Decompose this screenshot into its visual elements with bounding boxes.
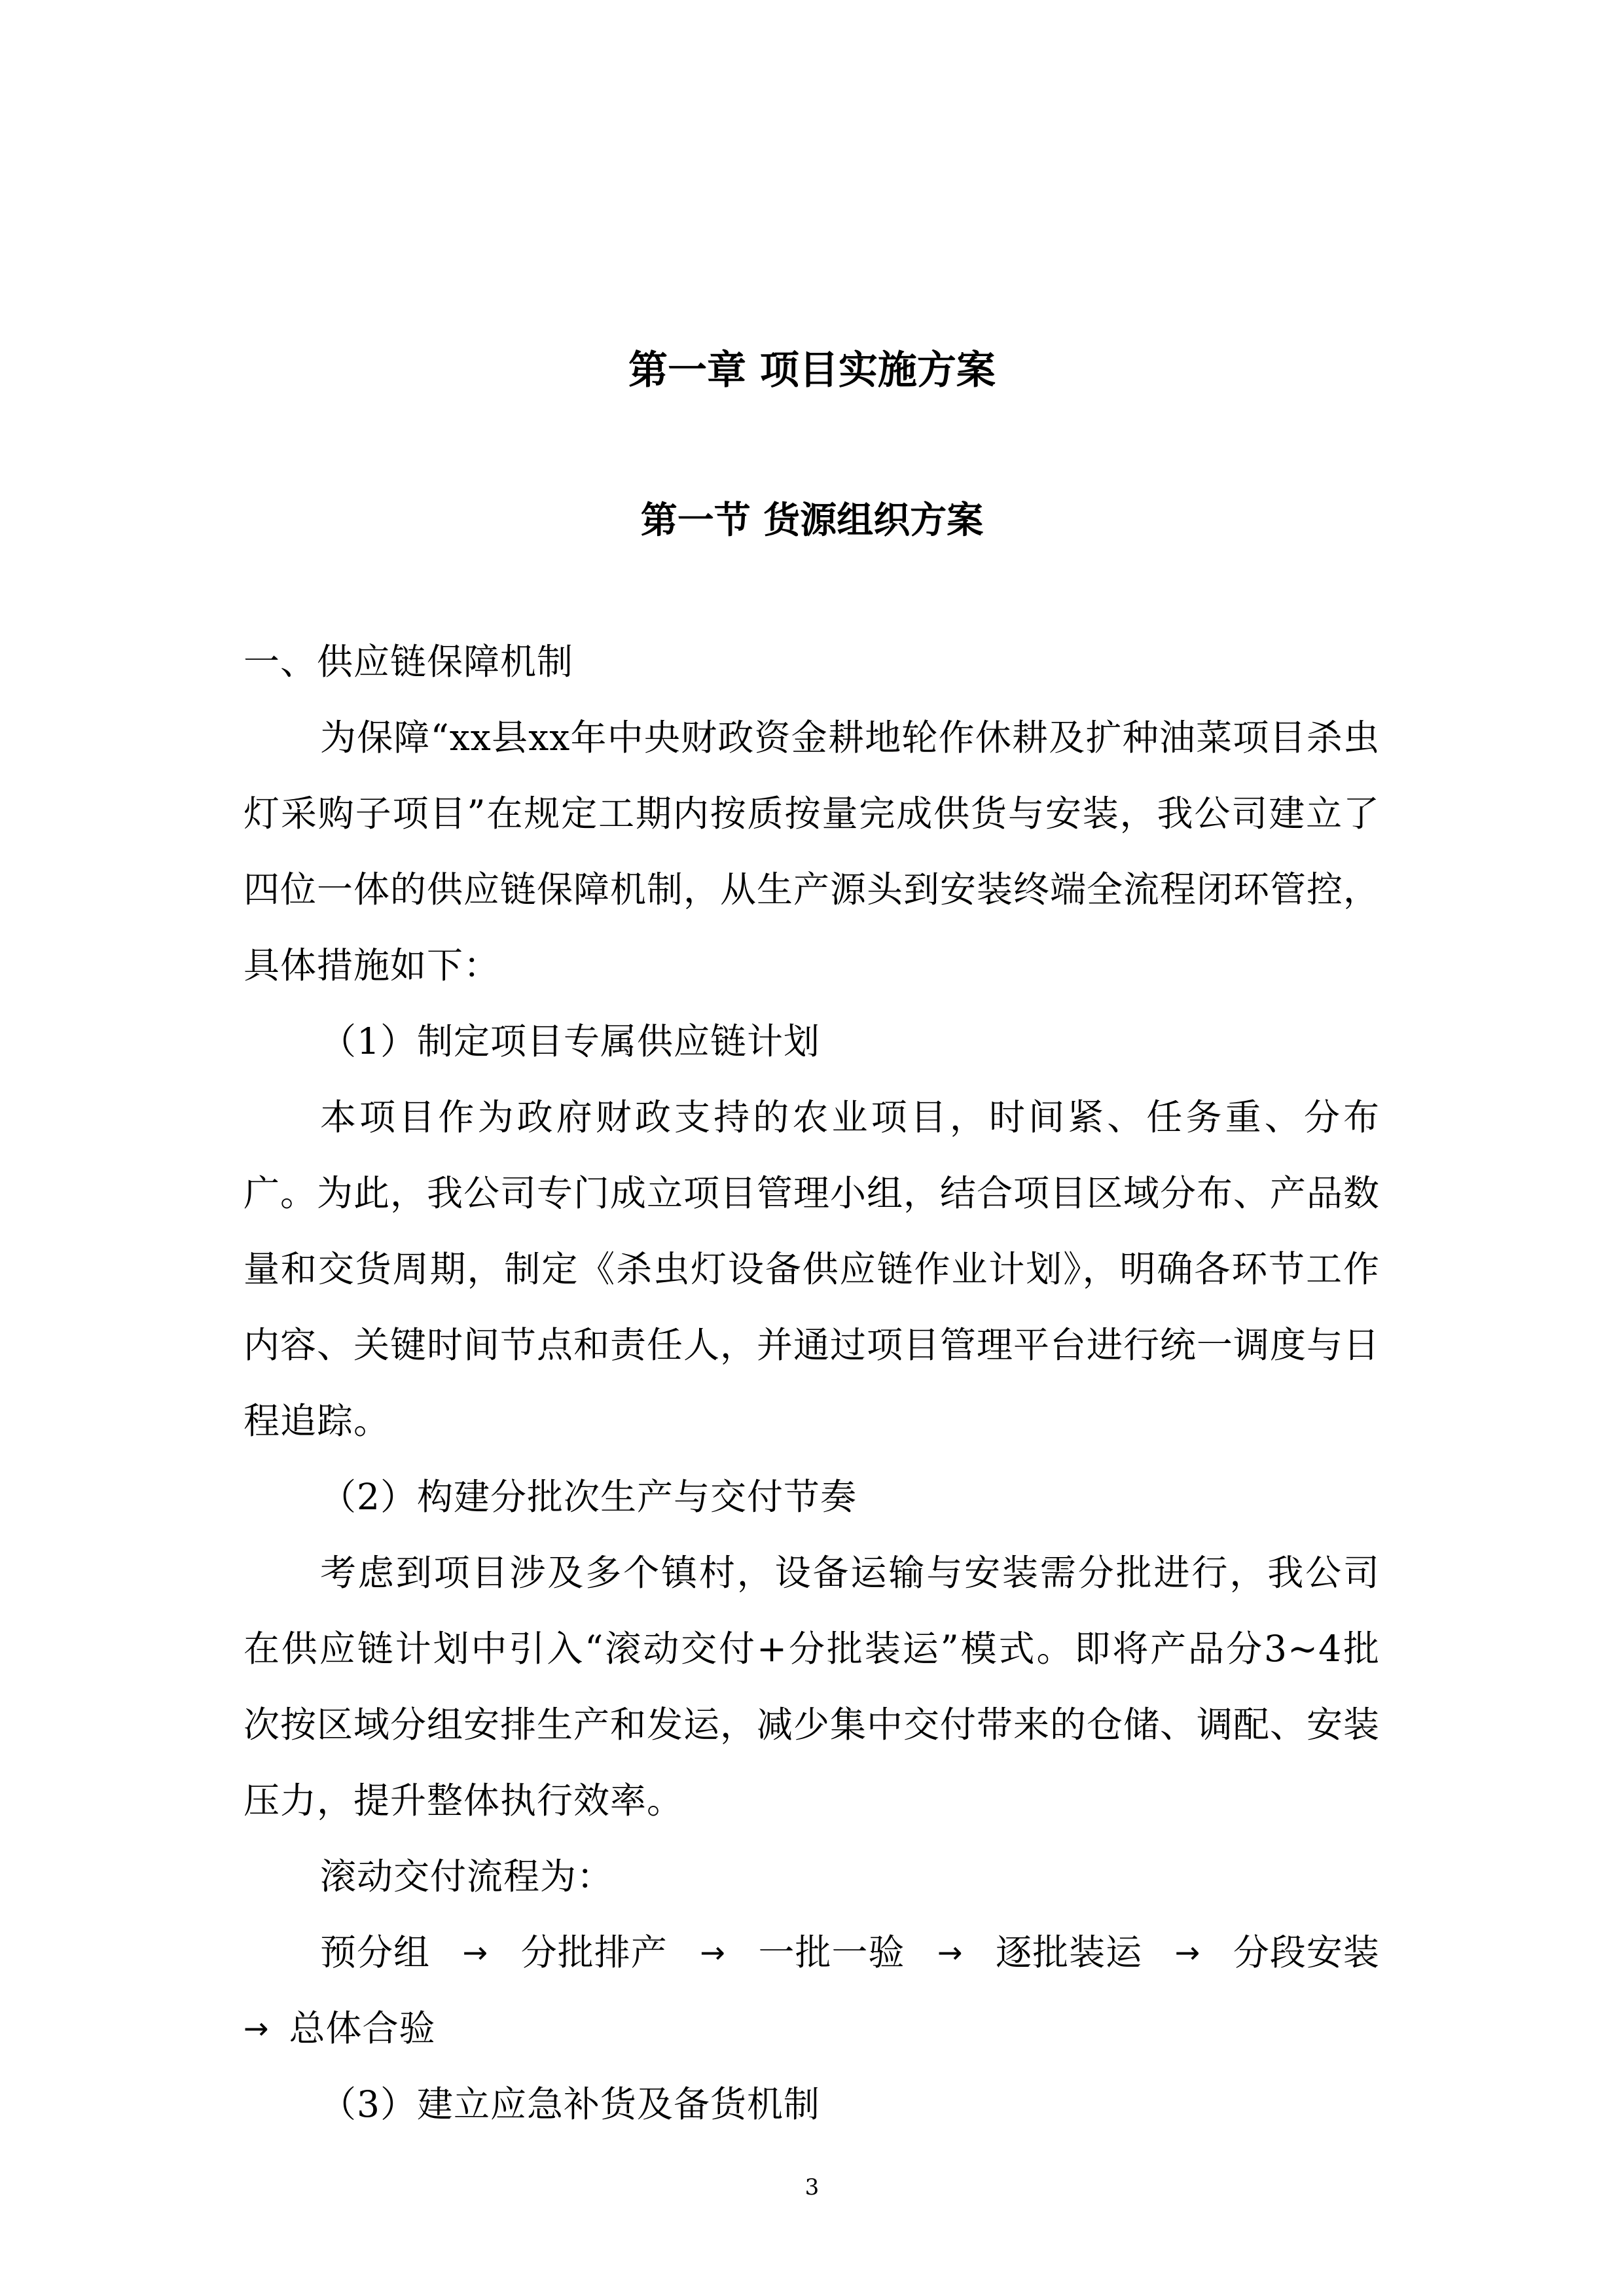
- subheading-2: （2）构建分批次生产与交付节奏: [320, 1476, 857, 1518]
- subheading-1: （1）制定项目专属供应链计划: [320, 1020, 820, 1062]
- flow-line-1: [244, 1914, 1380, 1990]
- chapter-title: 第一章 项目实施方案: [628, 348, 996, 393]
- paragraph-1: 本项目作为政府财政支持的农业项目，时间紧、任务重、分布广。为此，我公司专门成立项目管理小组，结合项目区域分布、产品数量和交货周期，制定《杀虫灯设备供应链作业计划》，明确各环节工作内容、关键时间节点和责任人，并通过项目管理平台进行统一调度与日程追踪。: [244, 1096, 1380, 1442]
- arrow-right-icon: →: [244, 2011, 270, 2046]
- arrow-right-icon: →: [700, 1935, 726, 1970]
- flow-step: 逐批装运: [996, 1931, 1143, 1973]
- flow-step: 分批排产: [520, 1931, 668, 1973]
- paragraph-2: 考虑到项目涉及多个镇村，设备运输与安装需分批进行，我公司在供应链计划中引入“滚动交付+分批装运”模式。即将产品分3~4批次按区域分组安排生产和发运，减少集中交付带来的仓储、调配、安装压力，提升整体执行效率。: [244, 1552, 1380, 1821]
- flow-step: 一批一验: [758, 1931, 905, 1973]
- paragraph-intro: 为保障“xx县xx年中央财政资金耕地轮作休耕及扩种油菜项目杀虫灯采购子项目”在规定工期内按质按量完成供货与安装，我公司建立了四位一体的供应链保障机制，从生产源头到安装终端全流程闭环管控，具体措施如下：: [244, 717, 1380, 986]
- arrow-right-icon: →: [1174, 1935, 1201, 1970]
- page-number: 3: [804, 2174, 820, 2200]
- heading-supply-chain: 一、供应链保障机制: [244, 641, 574, 683]
- flow-step: 分段安装: [1233, 1931, 1380, 1973]
- flow-step: 预分组: [320, 1931, 431, 1973]
- subheading-3: （3）建立应急补货及备货机制: [320, 2083, 820, 2125]
- arrow-right-icon: →: [937, 1935, 964, 1970]
- arrow-right-icon: →: [462, 1935, 489, 1970]
- flow-step: 总体合验: [289, 2007, 436, 2049]
- flow-line-2: [244, 1990, 1380, 2066]
- flow-intro: 滚动交付流程为：: [320, 1856, 614, 1897]
- body-text: [244, 624, 1380, 2142]
- section-title: 第一节 货源组织方案: [640, 499, 984, 542]
